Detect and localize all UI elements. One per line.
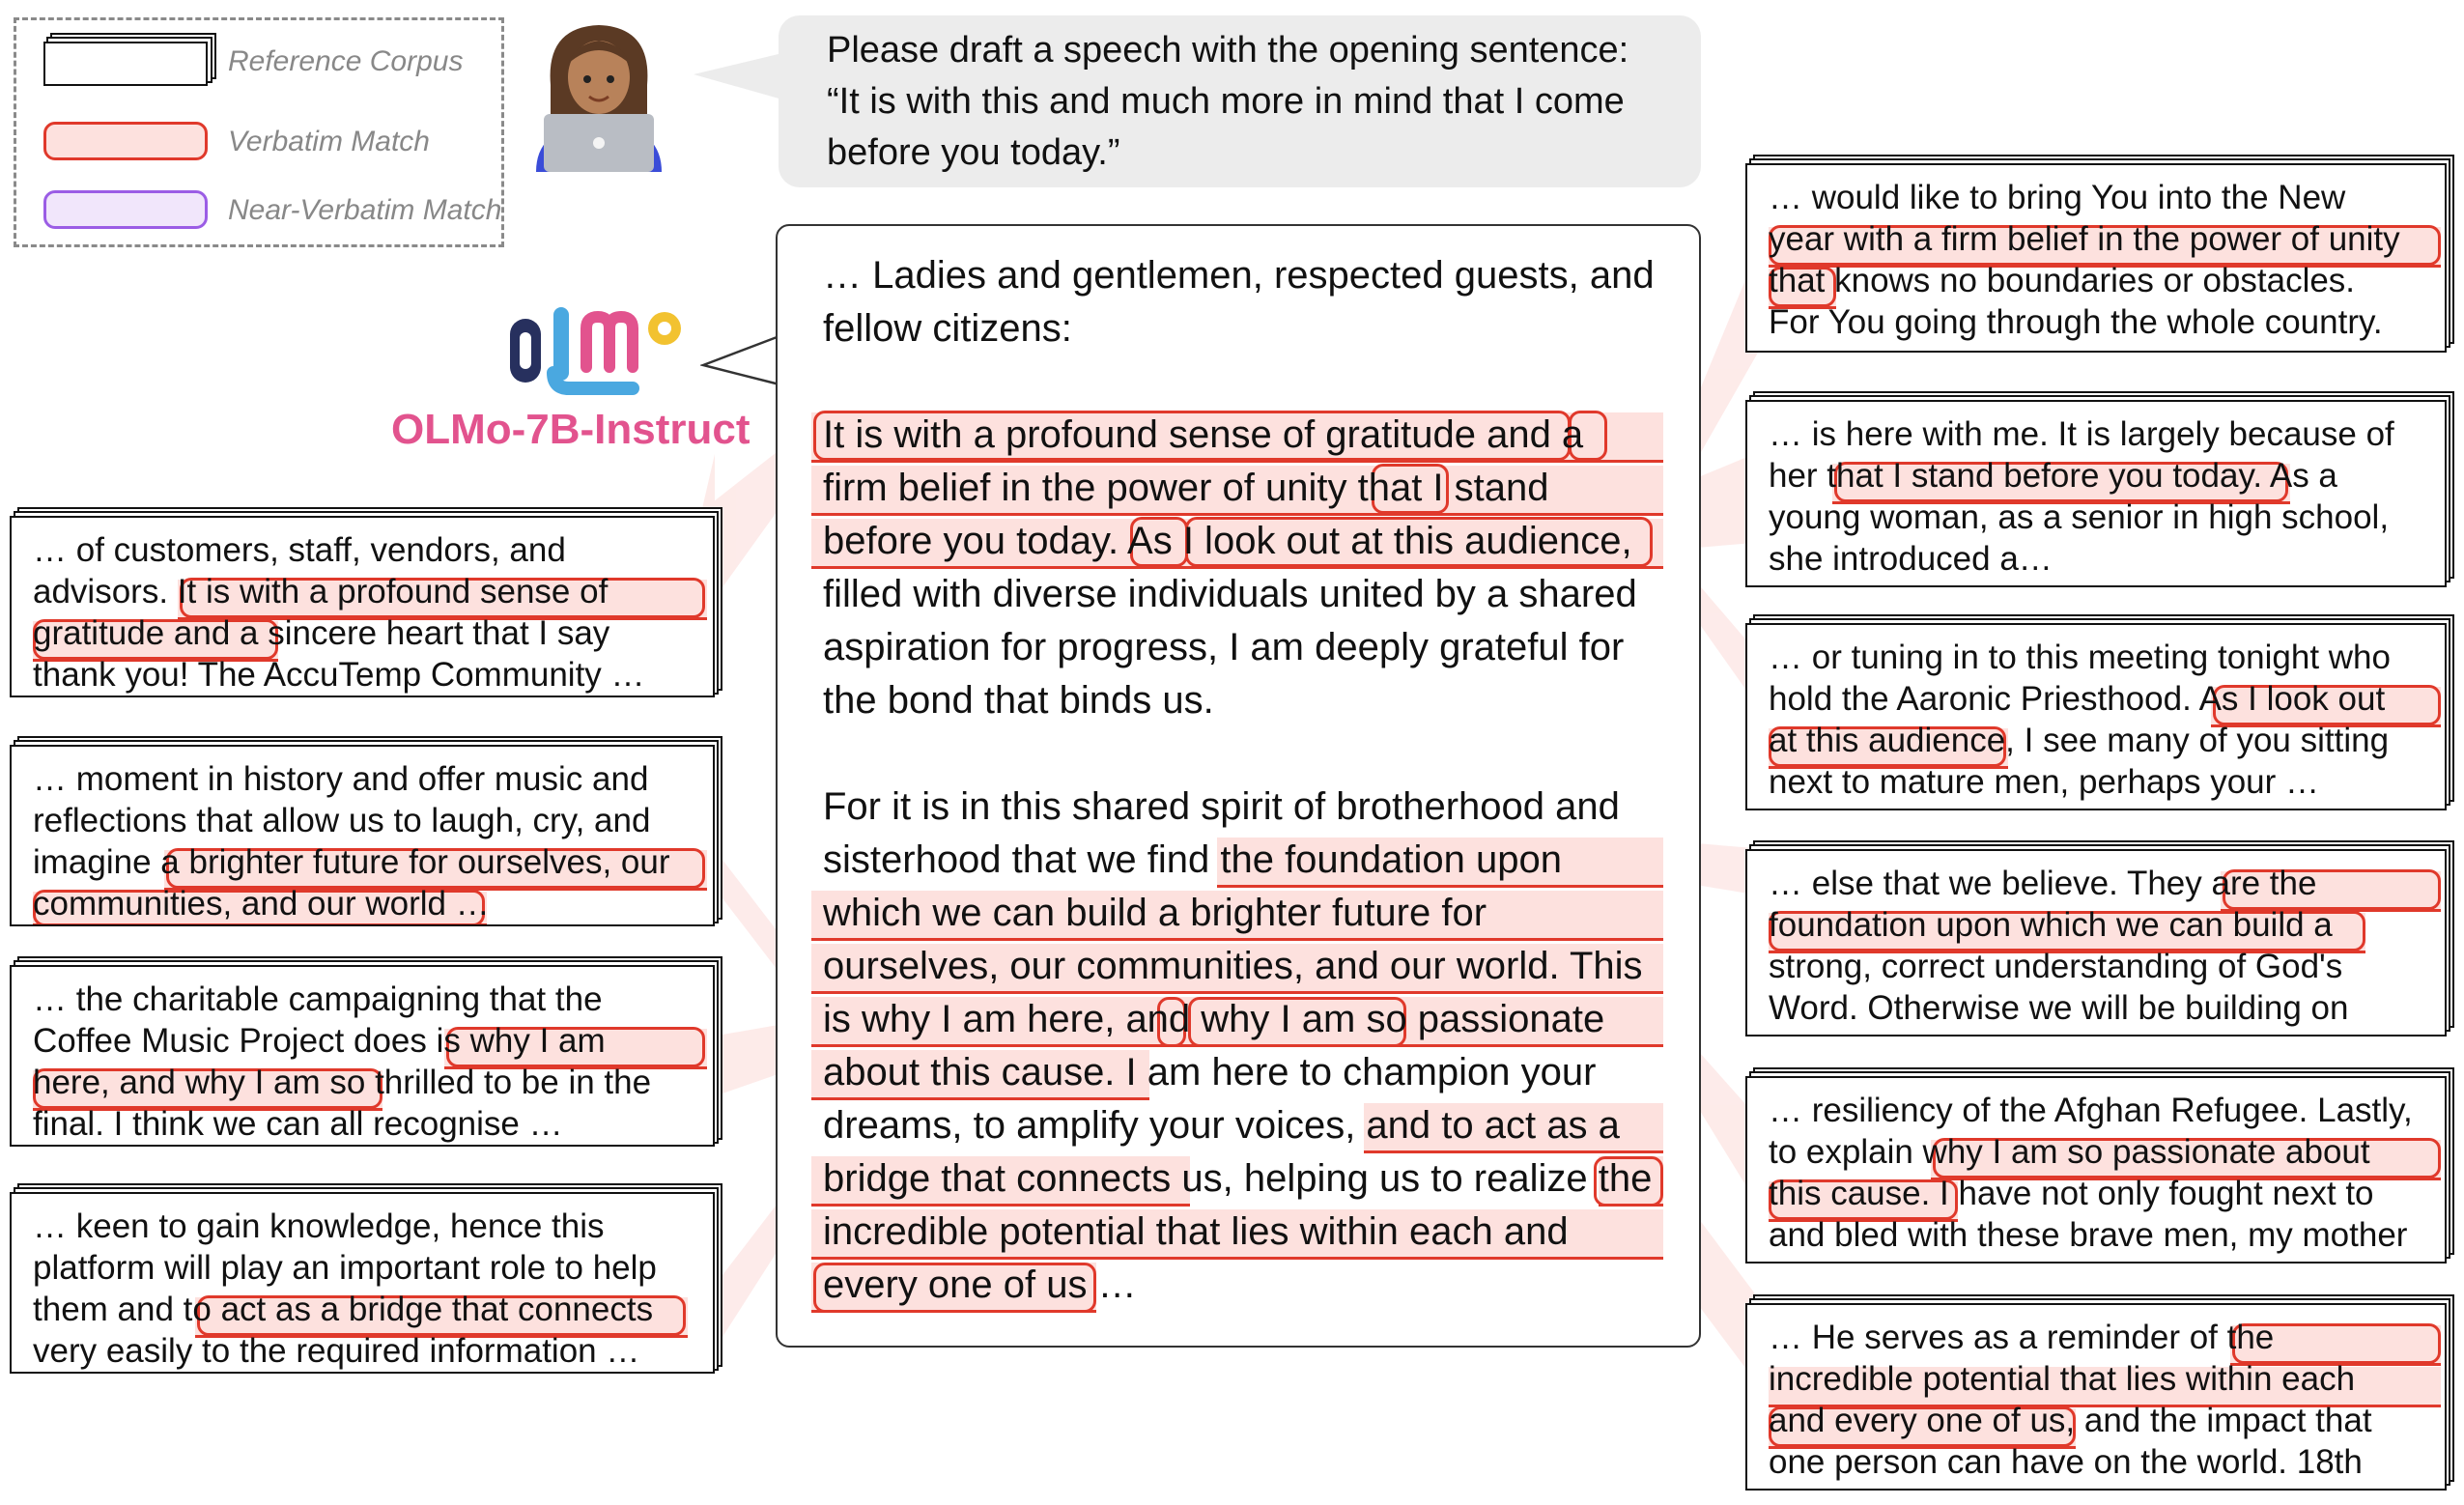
resp-line: incredible potential that lies within each and [823, 1210, 1569, 1253]
left-doc-2 [10, 736, 724, 929]
right-doc-2-line: … is here with me. It is largely because of [1769, 415, 2394, 453]
resp-line: ourselves, our communities, and our world. This [823, 945, 1643, 987]
model-name: OLMo-7B-Instruct [391, 406, 751, 453]
left-doc-1-line: … of customers, staff, vendors, and [33, 531, 566, 569]
prompt-line-3: before you today.” [827, 132, 1120, 173]
legend-swatch-verbatim [43, 122, 208, 160]
left-doc-2-line: communities, and our world … [33, 885, 490, 923]
legend [14, 17, 504, 247]
prompt-bubble [779, 15, 1701, 187]
right-doc-4 [1745, 840, 2456, 1038]
right-doc-5-line: and bled with these brave men, my mother [1769, 1216, 2408, 1254]
right-doc-1-line: year with a firm belief in the power of unity [1769, 220, 2400, 258]
left-doc-2-line: reflections that allow us to laugh, cry, and [33, 802, 651, 839]
prompt-bubble-tail [694, 53, 785, 111]
user-laptop-icon [526, 17, 671, 172]
right-doc-5 [1745, 1067, 2456, 1265]
left-doc-1 [10, 507, 724, 700]
right-doc-6-line: … He serves as a reminder of the [1769, 1319, 2275, 1356]
resp-line: filled with diverse individuals united by a shared [823, 573, 1637, 615]
left-doc-2-line: … moment in history and offer music and [33, 760, 649, 798]
resp-line: … Ladies and gentlemen, respected guests, and [823, 254, 1655, 297]
left-doc-3-line: Coffee Music Project does is why I am [33, 1022, 606, 1060]
right-doc-1-line: that knows no boundaries or obstacles. [1769, 262, 2356, 299]
right-doc-6-line: and every one of us, and the impact that [1769, 1402, 2372, 1439]
left-doc-2-line: imagine a brighter future for ourselves, our [33, 843, 670, 881]
resp-line: the bond that binds us. [823, 679, 1214, 722]
left-doc-3-line: final. I think we can all recognise … [33, 1105, 563, 1143]
olmo-logo-icon [507, 299, 691, 396]
left-doc-1-line: advisors. It is with a profound sense of [33, 573, 609, 611]
legend-swatch-near-verbatim [43, 190, 208, 229]
right-doc-2-line: young woman, as a senior in high school, [1769, 498, 2390, 536]
left-doc-3 [10, 956, 724, 1150]
legend-label-reference: Reference Corpus [228, 45, 464, 77]
resp-line: sisterhood that we find the foundation upon [823, 838, 1562, 881]
legend-label-verbatim: Verbatim Match [228, 126, 430, 157]
right-doc-2-line: she introduced a… [1769, 540, 2053, 578]
right-doc-2-line: her that I stand before you today. As a [1769, 457, 2337, 495]
resp-line: which we can build a brighter future for [823, 892, 1487, 934]
left-doc-4-line: … keen to gain knowledge, hence this [33, 1207, 605, 1245]
left-doc-4-line: very easily to the required information … [33, 1332, 640, 1370]
legend-row-reference [30, 42, 494, 88]
right-doc-3-line: at this audience, I see many of you sitting [1769, 722, 2390, 759]
resp-line: every one of us … [823, 1264, 1137, 1306]
resp-line: bridge that connects us, helping us to realize the [823, 1157, 1653, 1200]
resp-line: fellow citizens: [823, 307, 1072, 350]
left-doc-1-line: thank you! The AccuTemp Community … [33, 656, 645, 694]
resp-line: is why I am here, and why I am so passionate [823, 998, 1605, 1040]
prompt-line-1: Please draft a speech with the opening sentence: [827, 30, 1629, 71]
right-doc-6-line: one person can have on the world. 18th [1769, 1443, 2363, 1481]
resp-line: about this cause. I am here to champion your [823, 1051, 1597, 1093]
left-doc-3-line: … the charitable campaigning that the [33, 980, 603, 1018]
right-doc-5-line: this cause. I have not only fought next to [1769, 1175, 2374, 1212]
right-doc-3-line: next to mature men, perhaps your … [1769, 763, 2319, 801]
response-bubble-tail [700, 333, 782, 391]
right-doc-2 [1745, 391, 2456, 589]
right-doc-4-line: Word. Otherwise we will be building on [1769, 989, 2349, 1027]
right-doc-1 [1745, 155, 2456, 355]
legend-row-verbatim [30, 122, 494, 168]
right-doc-1-line: … would like to bring You into the New [1769, 179, 2346, 216]
right-doc-1-line: For You going through the whole country. [1769, 303, 2383, 341]
right-doc-5-line: to explain why I am so passionate about [1769, 1133, 2370, 1171]
right-doc-3 [1745, 614, 2456, 812]
right-doc-6-line: incredible potential that lies within each [1769, 1360, 2356, 1398]
legend-row-near-verbatim [30, 190, 502, 237]
right-doc-4-line: foundation upon which we can build a [1769, 906, 2333, 944]
right-doc-5-line: … resiliency of the Afghan Refugee. Lastly, [1769, 1092, 2413, 1129]
right-doc-3-line: … or tuning in to this meeting tonight who [1769, 639, 2391, 676]
resp-line: dreams, to amplify your voices, and to act as a [823, 1104, 1620, 1147]
prompt-text [827, 25, 1677, 179]
left-doc-4-line: platform will play an important role to help [33, 1249, 657, 1287]
response-text [823, 249, 1673, 1312]
prompt-line-2: “It is with this and much more in mind that I come [827, 81, 1625, 122]
resp-line: firm belief in the power of unity that I stand [823, 467, 1549, 509]
right-doc-3-line: hold the Aaronic Priesthood. As I look out [1769, 680, 2386, 718]
legend-label-near-verbatim: Near-Verbatim Match [228, 194, 502, 226]
resp-line: For it is in this shared spirit of brotherhood and [823, 785, 1620, 828]
resp-line: It is with a profound sense of gratitude and a [823, 413, 1584, 456]
left-doc-3-line: here, and why I am so thrilled to be in the [33, 1064, 652, 1101]
left-doc-1-line: gratitude and a sincere heart that I say [33, 614, 610, 652]
left-doc-4-line: them and to act as a bridge that connects [33, 1291, 654, 1328]
right-doc-6 [1745, 1294, 2456, 1492]
right-doc-4-line: … else that we believe. They are the [1769, 865, 2317, 902]
left-doc-4 [10, 1183, 724, 1377]
resp-line: before you today. As I look out at this audience, [823, 520, 1632, 562]
resp-line: aspiration for progress, I am deeply grateful for [823, 626, 1625, 668]
legend-swatch-reference [43, 42, 208, 86]
right-doc-4-line: strong, correct understanding of God's [1769, 948, 2343, 985]
